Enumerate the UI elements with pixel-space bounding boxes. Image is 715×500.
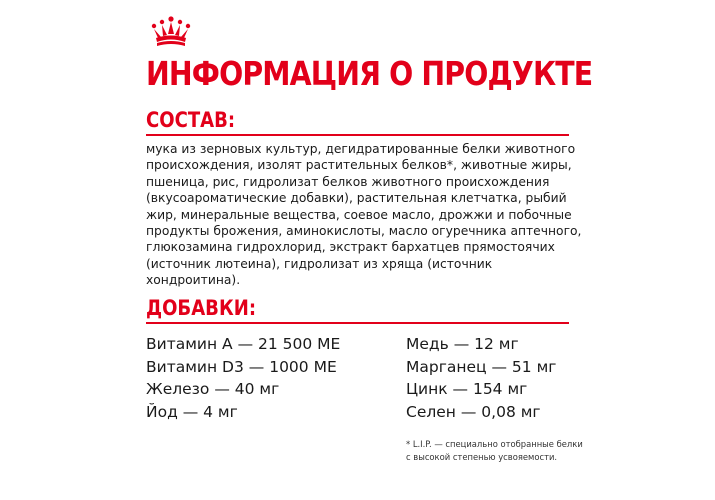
- additive-item: Медь — 12 мг: [406, 335, 519, 353]
- additives-left-column: [146, 333, 340, 423]
- additive-item: Йод — 4 мг: [146, 402, 238, 421]
- footnote-line: * L.I.P. — специально отобранные белки: [406, 439, 583, 449]
- page-title: ИНФОРМАЦИЯ О ПРОДУКТЕ: [146, 54, 593, 93]
- footnote-line: с высокой степенью усвояемости.: [406, 451, 558, 462]
- footnote: [406, 438, 583, 463]
- additive-item: Витамин D3 — 1000 МЕ: [146, 357, 337, 376]
- additives-right-column: [406, 333, 556, 423]
- additive-item: Цинк — 154 мг: [406, 380, 528, 398]
- additive-item: Железо — 40 мг: [146, 380, 280, 398]
- additive-item: Селен — 0,08 мг: [406, 402, 541, 421]
- composition-heading: [146, 108, 569, 136]
- additives-heading-label: ДОБАВКИ:: [146, 296, 257, 320]
- composition-text: мука из зерновых культур, дегидратированные белки животного происхождения, изолят растительных белков*, животные жиры, пшеница, рис, гидролизат белков животного происхождения (вкусоароматические добавки), растительная клетчатка, рыбий жир, минеральные вещества, соевое масло, дрожжи и побочные продукты брожения, аминокислоты, масло огуречника аптечного, глюкозамина гидрохлорид, экстракт бархатцев прямостоячих (источник лютеина), гидролизат из хряща (источник хондроитина).: [146, 142, 582, 288]
- composition-heading-label: СОСТАВ:: [146, 108, 236, 132]
- additives-heading: [146, 296, 569, 324]
- additive-item: Витамин А — 21 500 МЕ: [146, 335, 341, 353]
- crown-icon: [148, 16, 194, 48]
- additives-divider: [146, 322, 569, 324]
- additive-item: Марганец — 51 мг: [406, 357, 557, 376]
- composition-divider: [146, 134, 569, 136]
